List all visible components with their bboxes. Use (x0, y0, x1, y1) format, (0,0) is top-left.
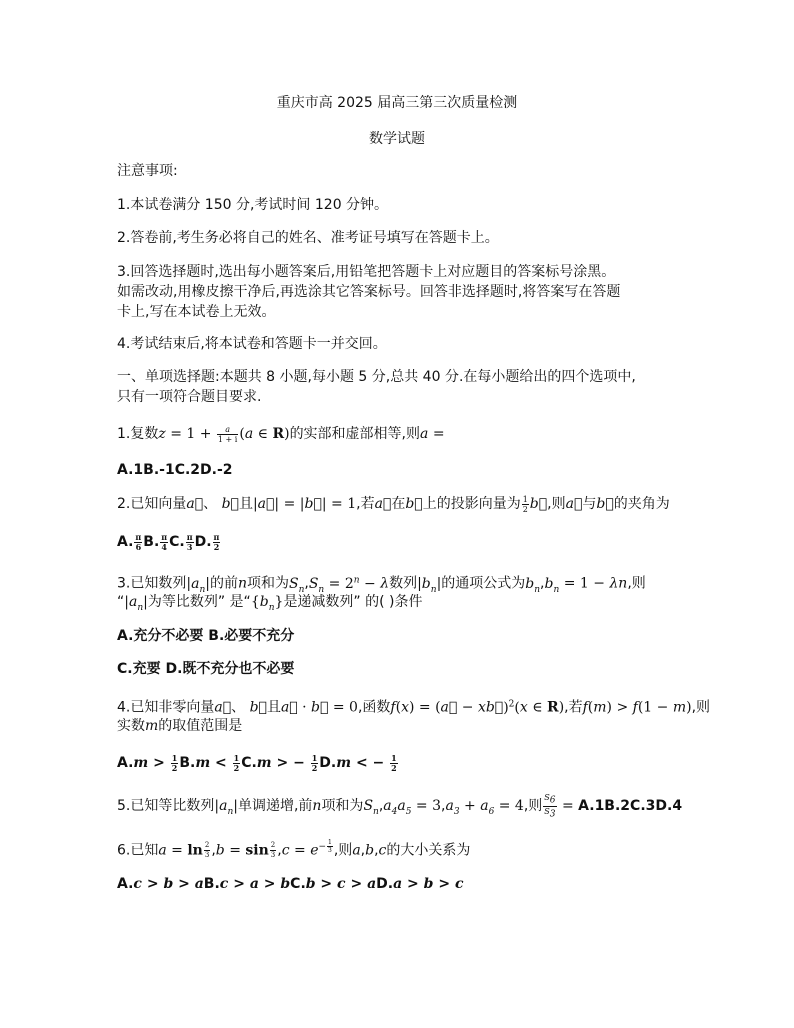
q3-text-7: “ (117, 594, 125, 610)
q2-text-3: ,若 (356, 496, 375, 512)
q1-text-2: 的实部和虚部相等,则 (289, 426, 421, 442)
notes-heading: 注意事项: (117, 163, 178, 179)
q4-text-7: 的取值范围是 (158, 718, 243, 734)
q3-text-5: 的通项公式为 (441, 575, 526, 592)
question-3-cont: “$|a_n|$为等比数列” 是“$\{b_n\}$是递减数列” 的( )条件 (117, 594, 423, 613)
question-4: 4.已知非零向量a⃗、 b⃗且a⃗ · b⃗ = 0,函数f(x) = (a⃗ − xb⃗)$^2$(x ∈ R),若f(m) > f(1 − m),则 (117, 699, 711, 716)
q2-text-6: ,则 (547, 496, 566, 512)
exam-title: 重庆市高 2025 届高三第三次质量检测 (276, 95, 518, 111)
q3-options-cd: C.充要 D.既不充分也不必要 (117, 661, 295, 677)
q2-text-8: 的夹角为 (613, 496, 670, 512)
q2-options: A. $\frac{\pi}{6}$ B. $\frac{\pi}{4}$ C. $\frac{\pi}{3}$ D. $\frac{\pi}{2}$ (117, 531, 220, 552)
q6-text-2: ,则 (333, 842, 353, 859)
q3-text-9: 是递减数列” 的( )条件 (283, 594, 423, 610)
q3-options-ab: A.充分不必要 B.必要不充分 (117, 628, 295, 644)
q4-text-5: ,则 (691, 699, 711, 716)
q2-text-5: 上的投影向量为 (422, 496, 521, 512)
note-4: 4.考试结束后,将本试卷和答题卡一并交回。 (117, 336, 387, 352)
question-1: 1.复数z = 1 + $\frac{a}{1 + i}$ (a ∈ R)的实部和虚部相等,则a = (117, 424, 445, 444)
q6-text-3: 的大小关系为 (386, 842, 471, 859)
section-heading-a: 一、单项选择题:本题共 8 小题,每小题 5 分,总共 40 分.在每小题给出的四个选项中, (117, 369, 636, 385)
q5-text-2: 单调递增,前 (237, 798, 313, 815)
q3-text: 3.已知数列 (117, 575, 187, 592)
exam-subject: 数学试题 (369, 131, 425, 147)
q4-text: 4.已知非零向量 (117, 699, 215, 716)
q3-text-3: 项和为 (246, 575, 289, 592)
q6-text: 6.已知 (117, 842, 159, 859)
section-heading-b: 只有一项符合题目要求. (117, 389, 262, 405)
q2-text-2: 且 (238, 496, 253, 512)
q1-fraction: $\frac{a}{1 + i}$ (217, 424, 238, 444)
q2-text-7: 与 (582, 496, 597, 512)
question-6: 6.已知a = ln $\frac{2}{3}$ ,b = sin $\frac{2}{3}$ $,c = e^{- \frac{1}{3}}$ ,则a,b,c的大小关系为 (117, 839, 471, 860)
q5-text: 5.已知等比数列 (117, 798, 215, 815)
q5-options: A.1B.2C.3D.4 (578, 798, 683, 815)
question-2: 2.已知向量a⃗、 b⃗且|a⃗| = |b⃗| = 1,若a⃗在b⃗上的投影向量为 $\frac{1}{2}$ b⃗,则a⃗与b⃗的夹角为 (117, 494, 670, 514)
note-3b: 如需改动,用橡皮擦干净后,再选涂其它答案标号。回答非选择题时,将答案写在答题 (117, 284, 621, 300)
q2-text: 2.已知向量 (117, 496, 187, 512)
q4-text-4: ,若 (564, 699, 583, 716)
q3-text-8: 为等比数列” 是“ (147, 594, 251, 610)
q5-text-4: ,则 (523, 798, 543, 815)
note-3c: 卡上,写在本试卷上无效。 (117, 304, 276, 320)
q5-text-3: 项和为 (321, 798, 364, 815)
q4-text-2: 且 (266, 699, 281, 716)
q6-options: A.c > b > aB.c > a > bC.b > c > aD.a > b > c (117, 876, 464, 892)
q4-options: A.m > $\frac{1}{2}$ B.m < $\frac{1}{2}$ C.m > − $\frac{1}{2}$ D.m < − $\frac{1}{2}$ (117, 752, 397, 773)
q2-text-4: 在 (391, 496, 406, 512)
q1-options: A.1B.-1C.2D.-2 (117, 462, 233, 478)
q4-text-6: 实数 (117, 718, 145, 734)
note-3a: 3.回答选择题时,选出每小题答案后,用铅笔把答题卡上对应题目的答案标号涂黑。 (117, 264, 616, 280)
question-3: 3.已知数列$|a_n|$的前n项和为$S_n,S_n = 2^n - \lambda$数列$|b_n|$的通项公式为$b_n,b_n = 1 - \lambda n$,则 (117, 575, 646, 595)
note-2: 2.答卷前,考生务必将自己的姓名、准考证号填写在答题卡上。 (117, 230, 499, 246)
question-5: 5.已知等比数列$|a_n|$单调递增,前n项和为$S_n,a_4a_5 = 3,a_3 + a_6 = 4$,则 $\frac{S_6}{S_3}$ = A.1B.2C.3D.4 (117, 793, 683, 820)
q4-text-3: ,函数 (357, 699, 391, 716)
q1-text: 1.复数 (117, 426, 159, 442)
question-4-cont: 实数m的取值范围是 (117, 718, 243, 734)
q3-text-2: 的前 (209, 575, 238, 592)
q3-text-6: ,则 (627, 575, 646, 592)
note-1: 1.本试卷满分 150 分,考试时间 120 分钟。 (117, 197, 389, 213)
q3-text-4: 数列 (389, 575, 418, 592)
